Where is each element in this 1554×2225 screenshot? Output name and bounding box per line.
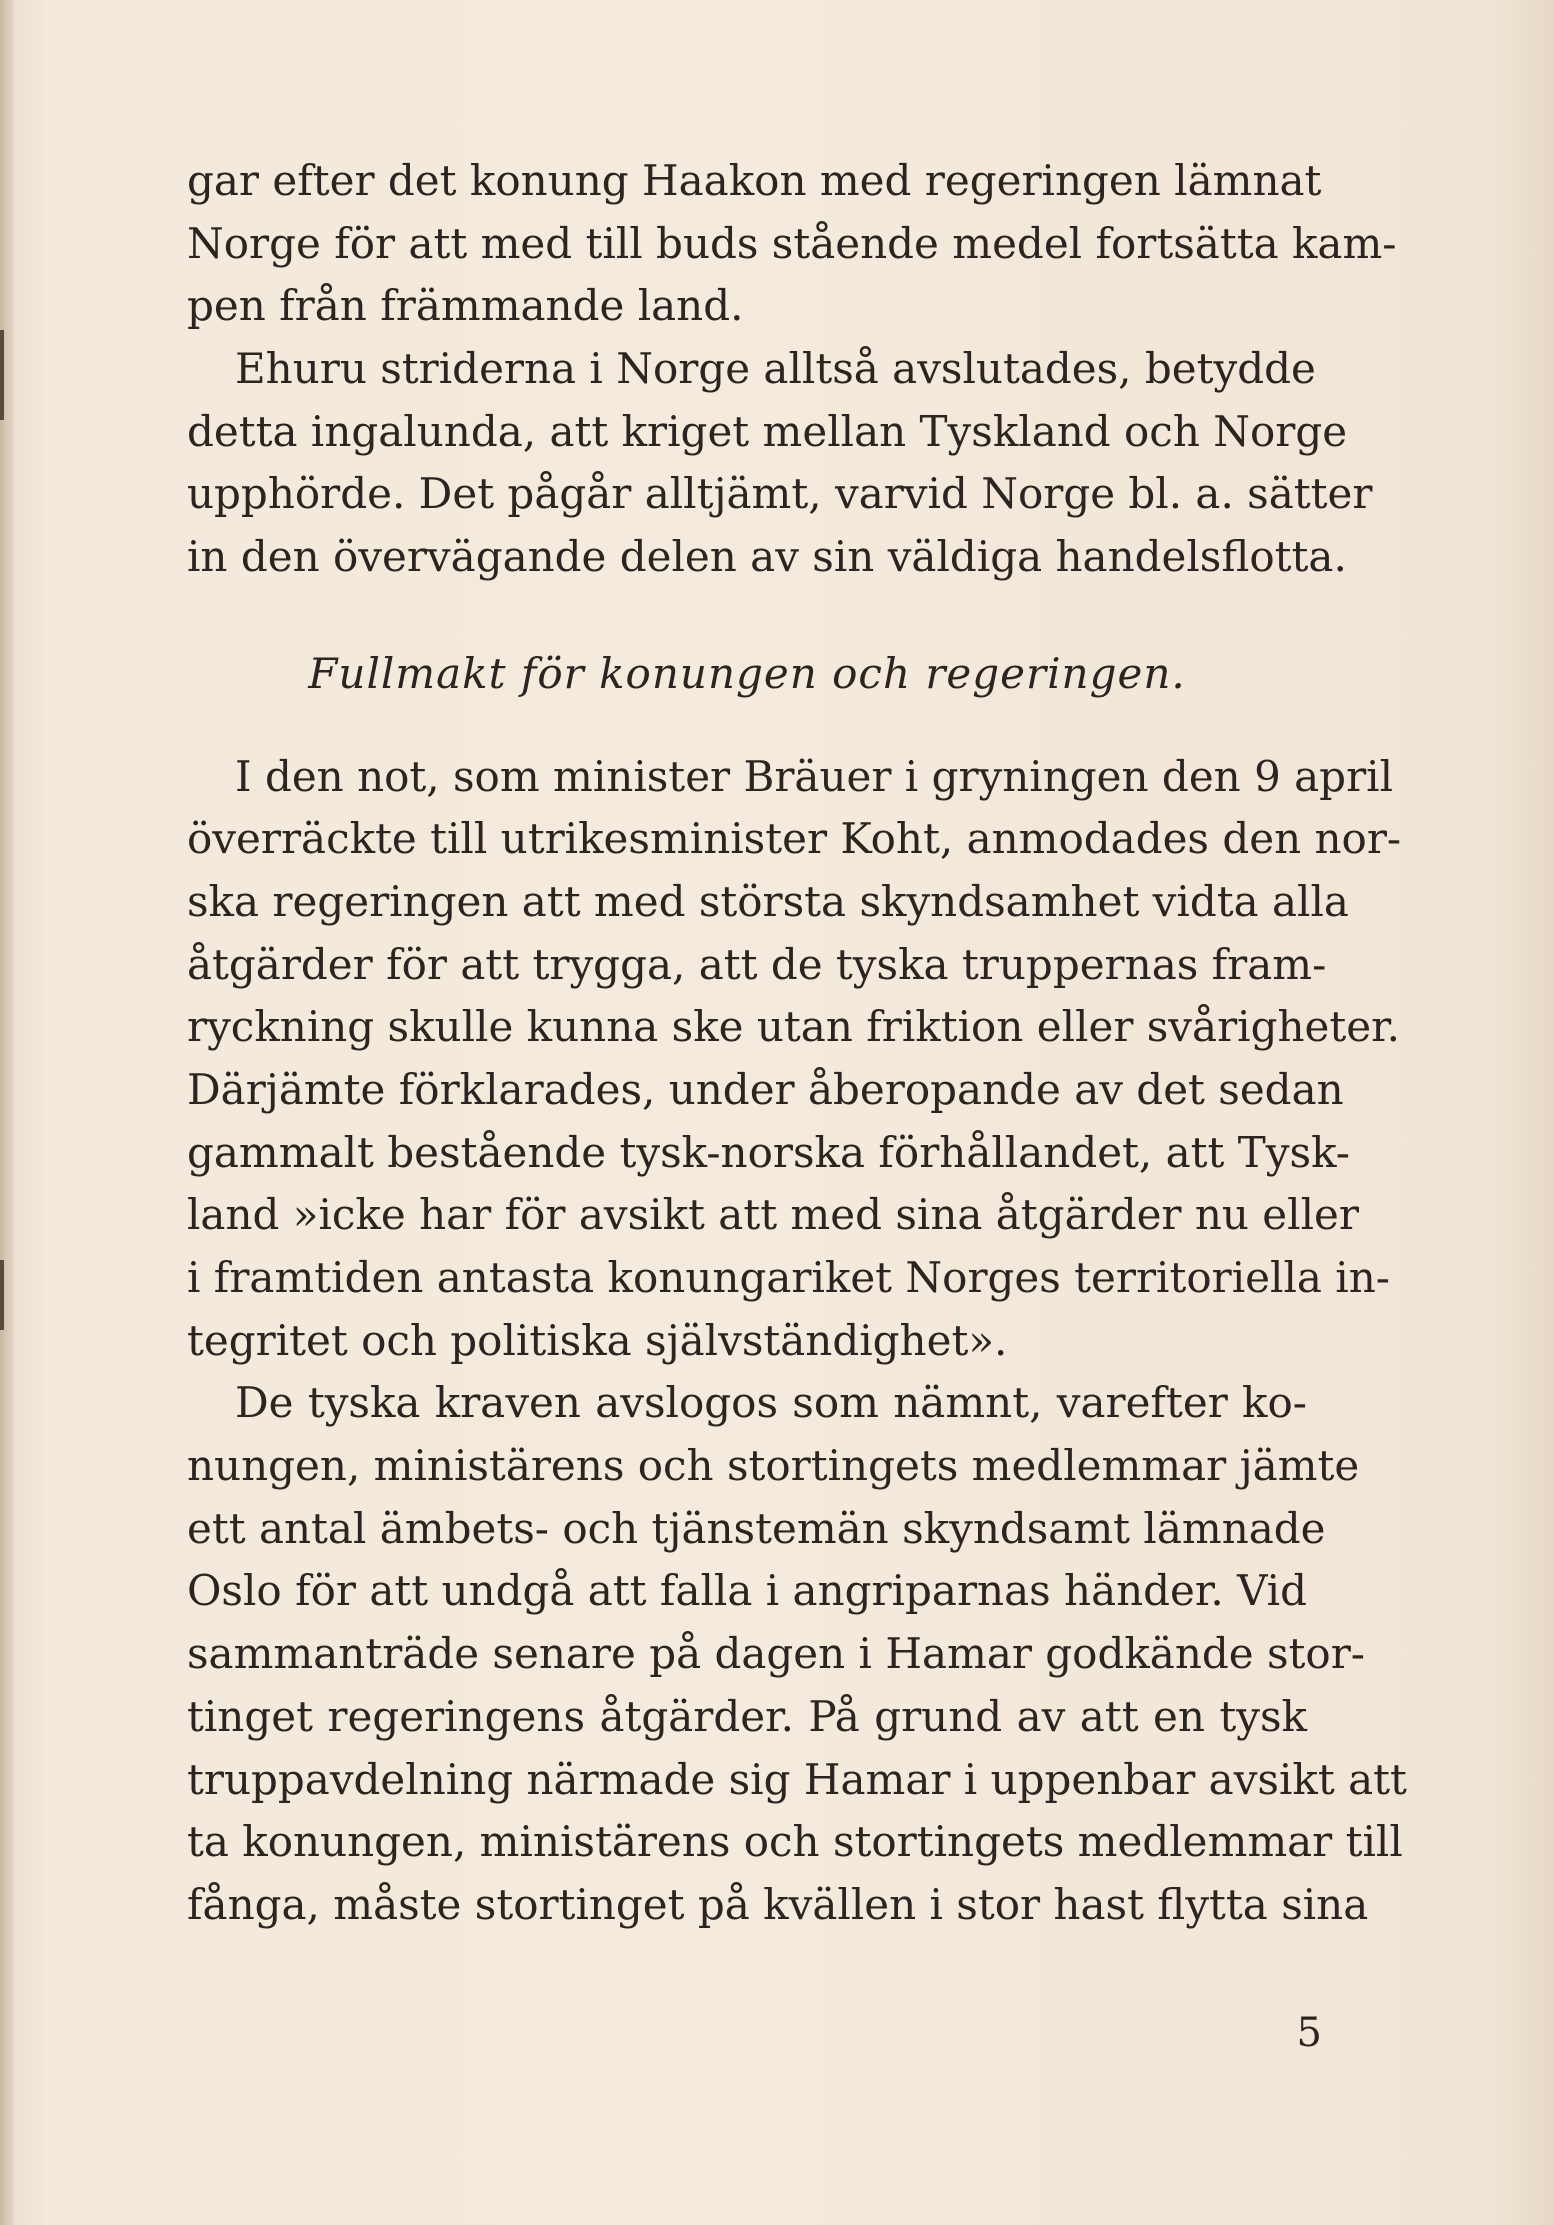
text-line: gar efter det konung Haakon med regeringen lämnat [187, 156, 1322, 205]
body-text [187, 150, 1407, 1937]
text-line: sammanträde senare på dagen i Hamar godkände stor- [187, 1629, 1365, 1679]
text-line: land »icke har för avsikt att med sina åtgärder nu eller [187, 1190, 1359, 1240]
text-line: gammalt bestående tysk-norska förhållandet, att Tysk- [187, 1127, 1350, 1177]
text-line: detta ingalunda, att kriget mellan Tyskland och Norge [187, 406, 1348, 456]
text-line: in den övervägande delen av sin väldiga handelsflotta. [187, 532, 1347, 582]
text-line: ryckning skulle kunna ske utan friktion eller svårigheter. [187, 1002, 1400, 1052]
text-line: ska regeringen att med största skyndsamhet vidta alla [187, 876, 1349, 926]
text-line: Norge för att med till buds stående medel fortsätta kam- [187, 218, 1397, 268]
text-line: upphörde. Det pågår alltjämt, varvid Norge bl. a. sätter [187, 469, 1373, 519]
text-line: fånga, måste stortinget på kvällen i stor hast flytta sina [187, 1879, 1369, 1929]
section-heading: Fullmakt för konungen och regeringen. [308, 648, 1186, 698]
text-line: ta konungen, ministärens och stortingets medlemmar till [187, 1817, 1403, 1867]
page-number: 5 [1296, 2010, 1322, 2056]
text-line: De tyska kraven avslogos som nämnt, varefter ko- [235, 1378, 1307, 1428]
text-line: truppavdelning närmade sig Hamar i uppenbar avsikt att [187, 1754, 1407, 1804]
text-line: tegritet och politiska självständighet». [187, 1315, 1008, 1365]
text-line: Oslo för att undgå att falla i angriparnas händer. Vid [187, 1566, 1307, 1616]
text-line: nungen, ministärens och stortingets medlemmar jämte [187, 1441, 1360, 1491]
text-line: pen från främmande land. [187, 281, 744, 331]
text-line: tinget regeringens åtgärder. På grund av att en tysk [187, 1691, 1307, 1741]
text-line: Därjämte förklarades, under åberopande av det sedan [187, 1064, 1344, 1114]
text-line: i framtiden antasta konungariket Norges territoriella in- [187, 1253, 1390, 1302]
text-line: I den not, som minister Bräuer i gryningen den 9 april [235, 751, 1394, 801]
text-line: ett antal ämbets- och tjänstemän skyndsamt lämnade [187, 1503, 1326, 1553]
text-line: åtgärder för att trygga, att de tyska truppernas fram- [187, 939, 1327, 989]
binding-mark [0, 330, 4, 420]
text-line: Ehuru striderna i Norge alltså avslutades, betydde [235, 344, 1316, 394]
text-line: överräckte till utrikesminister Koht, anmodades den nor- [187, 814, 1402, 864]
binding-mark [0, 1260, 4, 1330]
